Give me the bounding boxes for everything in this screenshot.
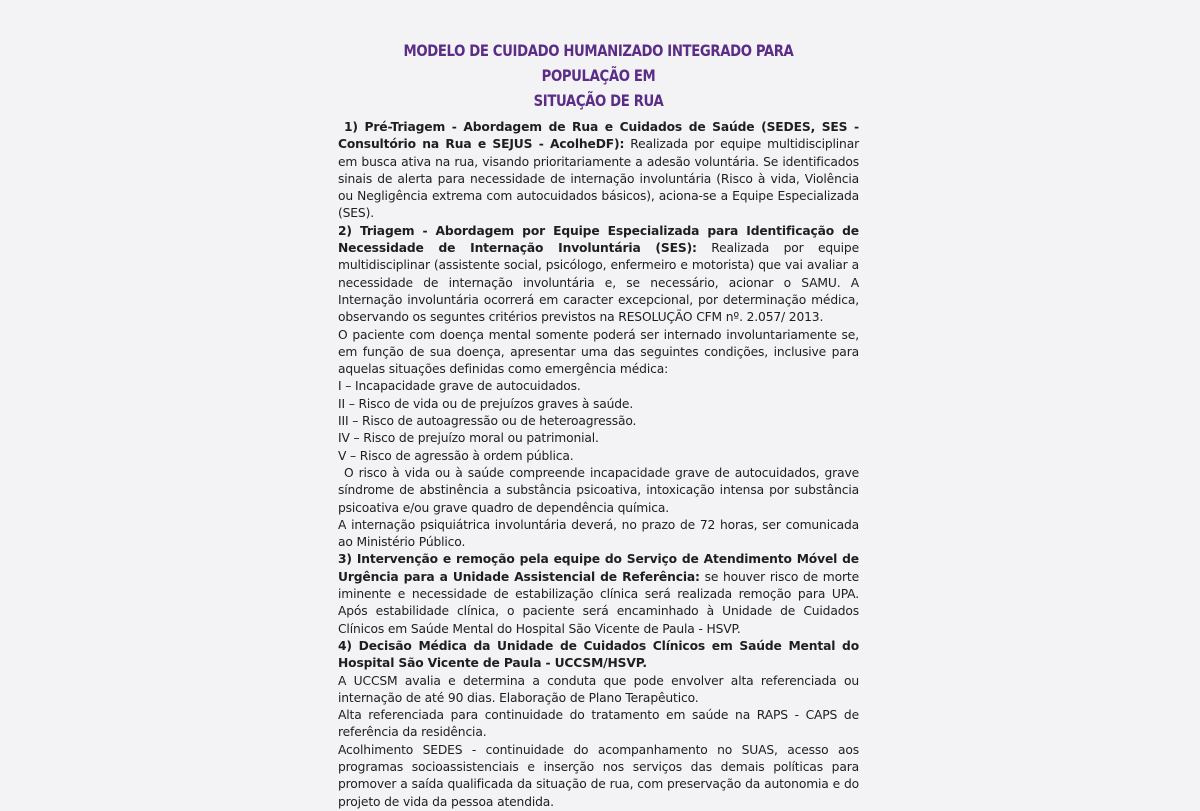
criteria-item: I – Incapacidade grave de autocuidados.	[338, 379, 581, 394]
criteria-item: V – Risco de agressão à ordem pública.	[338, 448, 574, 463]
notification-paragraph: A internação psiquiátrica involuntária deverá, no prazo de 72 horas, ser comunicada ao Ministério Público.	[338, 517, 859, 550]
section-1-body: Realizada por equipe multidisciplinar em busca ativa na rua, visando prioritariamente a adesão voluntária. Se identificados sinais de alerta para necessidade de internação involuntária (Risco à vida, Violência ou Negligência extrema com autocuidados básicos), aciona-se a Equipe Especializada (SES).	[338, 137, 859, 221]
section-4-heading: 4) Decisão Médica da Unidade de Cuidados Clínicos em Saúde Mental do Hospital São Vicente de Paula - UCCSM/HSVP.	[338, 638, 859, 671]
section-3-heading: 3) Intervenção e remoção pela equipe do Serviço de Atendimento Móvel de Urgência para a Unidade Assistencial de Referência:	[338, 552, 859, 584]
risk-paragraph: O risco à vida ou à saúde compreende incapacidade grave de autocuidados, grave síndrome de abstinência a substância psicoativa, intoxicação intensa por substância psicoativa e/ou grave quadro de dependência química.	[338, 465, 859, 515]
section-1-heading: 1) Pré-Triagem - Abordagem de Rua e Cuidados de Saúde (SEDES, SES - Consultório na Rua e SEJUS - AcolheDF):	[338, 120, 859, 152]
section-2	[338, 223, 859, 327]
title-line-2: SITUAÇÃO DE RUA	[533, 91, 664, 110]
criteria-item: III – Risco de autoagressão ou de heteroagressão.	[338, 414, 637, 429]
section-2-heading: 2) Triagem - Abordagem por Equipe Especializada para Identificação de Necessidade de Internação Involuntária (SES):	[338, 223, 859, 256]
section-4-paragraph-1: A UCCSM avalia e determina a conduta que pode envolver alta referenciada ou internação de até 90 dias. Elaboração de Plano Terapêutico.	[338, 673, 859, 705]
section-2-body: Realizada por equipe multidisciplinar (assistente social, psicólogo, enfermeiro e motorista) que vai avaliar a necessidade de internação involuntária e, se necessário, acionar o SAMU. A Internação involuntária ocorrerá em caracter excepcional, por determinação médica, observando os seguntes critérios previstos na RESOLUÇÃO CFM nº. 2.057/ 2013.	[338, 241, 859, 325]
section-4-paragraph-3: Acolhimento SEDES - continuidade do acompanhamento no SUAS, acesso aos programas socioassistenciais e inserção nos serviços das demais políticas para promover a saída qualificada da situação de rua, com preservação da autonomia e do projeto de vida da pessoa atendida.	[338, 742, 859, 809]
criteria-item: II – Risco de vida ou de prejuízos graves à saúde.	[338, 396, 634, 411]
title-line-1: MODELO DE CUIDADO HUMANIZADO INTEGRADO PARA POPULAÇÃO EM	[403, 41, 794, 85]
section-4	[338, 638, 859, 673]
section-2-paragraph: O paciente com doença mental somente poderá ser internado involuntariamente se, em função de sua doença, apresentar uma das seguintes condições, inclusive para aquelas situações definidas como emergência médica:	[338, 327, 859, 377]
section-3	[338, 551, 859, 637]
section-1	[338, 119, 859, 223]
criteria-item: IV – Risco de prejuízo moral ou patrimonial.	[338, 431, 599, 446]
section-4-paragraph-2: Alta referenciada para continuidade do tratamento em saúde na RAPS - CAPS de referência da residência.	[338, 708, 859, 740]
document-title	[359, 38, 838, 113]
document	[338, 38, 859, 811]
section-3-body: se houver risco de morte iminente e necessidade de estabilização clínica será realizada remoção para UPA. Após estabilidade clínica, o paciente será encaminhado à Unidade de Cuidados Clínicos em Saúde Mental do Hospital São Vicente de Paula - HSVP.	[338, 569, 859, 636]
